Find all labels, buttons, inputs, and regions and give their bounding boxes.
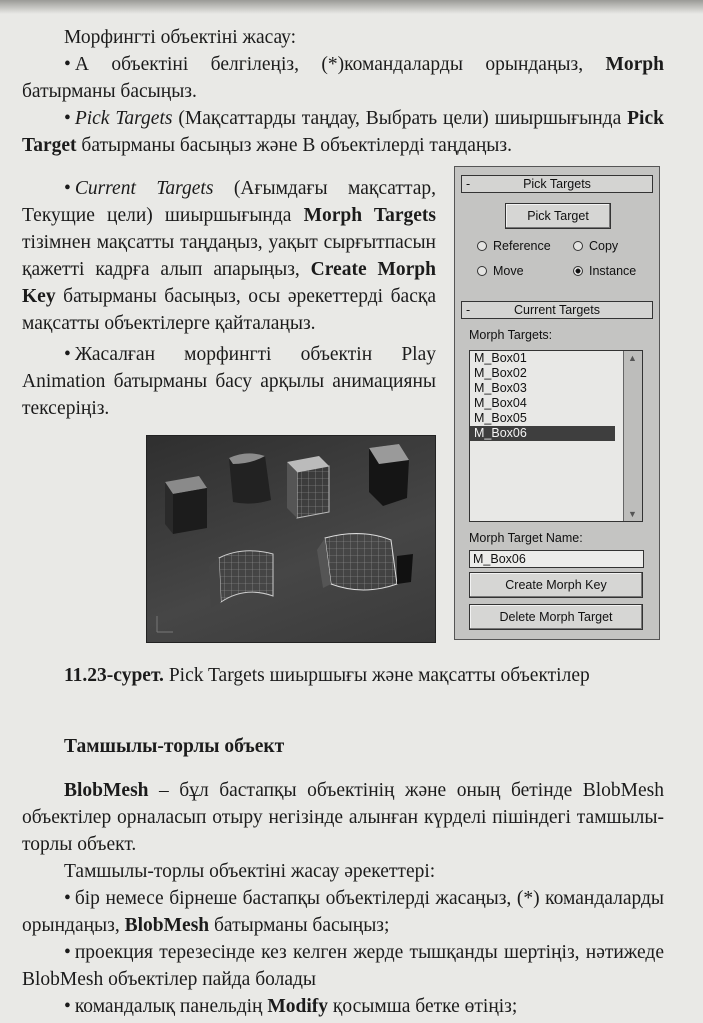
bullet-bold: Pick Target	[22, 108, 664, 156]
morph-target-list-item[interactable]: M_Box05	[474, 411, 527, 425]
step-3	[22, 993, 664, 1020]
step-text: командалық панельдің	[74, 996, 268, 1017]
list-scrollbar[interactable]	[623, 351, 642, 521]
morph-target-name-field[interactable]: M_Box06	[469, 550, 644, 568]
radio-copy[interactable]	[573, 239, 618, 253]
step-2	[22, 939, 664, 993]
morph-command-panel	[454, 166, 660, 640]
morph-target-name-label: Morph Target Name:	[469, 531, 583, 545]
blobmesh-definition	[22, 777, 664, 858]
bullet-text: батырманы басыңыз, осы әрекеттерді басқа мақсатты объектілерге қайталаңыз.	[22, 286, 436, 334]
radio-instance[interactable]	[573, 264, 636, 278]
target-box-5	[209, 551, 273, 608]
morph-target-list-item[interactable]: M_Box06	[470, 426, 615, 441]
bullet-text: батырманы басыңыз және B объектілерді таңдаңыз.	[76, 135, 512, 156]
bullet-icon: •	[64, 996, 71, 1017]
radio-move[interactable]	[477, 264, 524, 278]
blobmesh-text: – бұл бастапқы объектінің және оның бетінде BlobMesh объектілер орналасып отыру негізінде алынған күрделі пішіндегі тамшылы-торлы объект.	[22, 780, 664, 855]
morph-target-list-item[interactable]: M_Box03	[474, 381, 527, 395]
create-morph-key-button[interactable]: Create Morph Key	[469, 572, 643, 598]
rollout-pick-targets[interactable]	[461, 175, 653, 193]
radio-reference[interactable]	[477, 239, 551, 253]
page-edge-shadow	[0, 0, 703, 14]
figure-caption	[64, 662, 684, 689]
bullet-morph	[22, 51, 664, 105]
target-box-6	[317, 533, 413, 590]
morph-objects-illustration	[147, 436, 435, 642]
target-box-4	[369, 444, 409, 506]
delete-morph-target-button[interactable]: Delete Morph Target	[469, 604, 643, 630]
rollout-title: Current Targets	[514, 303, 600, 317]
scroll-down-icon[interactable]: ▼	[628, 509, 637, 519]
morph-target-list-item[interactable]: M_Box01	[474, 351, 527, 365]
bullet-text: тізімнен мақсатты таңдаңыз, уақыт сырғытпасын қажетті кадрға алып апарыңыз,	[22, 232, 436, 280]
target-box-2	[229, 453, 271, 503]
step-text: батырманы басыңыз;	[209, 915, 390, 936]
radio-label: Copy	[589, 239, 619, 253]
caption-text: Pick Targets шиыршығы және мақсатты объектілер	[163, 665, 590, 686]
radio-dot-selected-icon	[573, 266, 583, 276]
rollout-title: Pick Targets	[523, 177, 591, 191]
bullet-icon: •	[64, 54, 71, 75]
step-bold: BlobMesh	[124, 915, 210, 936]
intro-line: Морфингті объектіні жасау:	[64, 27, 297, 48]
morph-target-list-item[interactable]: M_Box02	[474, 366, 527, 380]
step-1	[22, 885, 664, 939]
bullet-italic: Pick Targets	[74, 108, 173, 129]
radio-dot-icon	[573, 241, 583, 251]
step-text: бір немесе бірнеше бастапқы объектілерді жасаңыз, (*) командаларды орындаңыз,	[22, 888, 664, 936]
bullet-icon: •	[64, 888, 71, 909]
morph-targets-label: Morph Targets:	[469, 328, 553, 342]
steps-intro: Тамшылы-торлы объектіні жасау әрекеттері:	[64, 861, 436, 882]
radio-label: Instance	[589, 264, 637, 278]
bullet-bold: Morph	[605, 54, 664, 75]
bullet-icon: •	[64, 942, 71, 963]
bullet-icon: •	[64, 108, 71, 129]
pick-target-button[interactable]: Pick Target	[505, 203, 611, 229]
bullet-bold: Create Morph Key	[22, 259, 436, 307]
bullet-icon: •	[64, 344, 71, 365]
axis-gizmo-icon	[157, 616, 173, 632]
step-text: қосымша бетке өтіңіз;	[328, 996, 518, 1017]
section-title-text: Тамшылы-торлы объект	[64, 736, 285, 757]
morph-target-list-item[interactable]: M_Box04	[474, 396, 527, 410]
rollout-current-targets[interactable]	[461, 301, 653, 319]
bullet-text: Жасалған морфингті объектін Play Animation батырманы басу арқылы анимацияны тексеріңіз.	[22, 344, 436, 419]
bullet-bold: Morph Targets	[303, 205, 436, 226]
bullet-text: (Ағымдағы мақсаттар, Текущие цели) шиыршығында	[22, 178, 436, 226]
target-box-3	[287, 456, 329, 518]
bullet-current-targets	[22, 175, 436, 337]
section-title	[64, 733, 664, 760]
radio-dot-icon	[477, 266, 487, 276]
collapse-icon: -	[466, 303, 471, 317]
collapse-icon: -	[466, 177, 471, 191]
bullet-italic: Current Targets	[74, 178, 214, 199]
morph-targets-list[interactable]	[469, 350, 643, 522]
bullet-play-animation	[22, 341, 436, 422]
morph-targets-items	[470, 351, 642, 441]
bullet-icon: •	[64, 178, 71, 199]
target-box-1	[165, 476, 207, 534]
scroll-up-icon[interactable]: ▲	[628, 353, 637, 363]
radio-label: Reference	[493, 239, 551, 253]
bullet-pick-targets	[22, 105, 664, 159]
radio-dot-icon	[477, 241, 487, 251]
step-bold: Modify	[267, 996, 329, 1017]
bullet-text: (Мақсаттарды таңдау, Выбрать цели) шиыршығында	[172, 108, 628, 129]
bullet-text: А объектіні белгілеңіз, (*)командаларды орындаңыз,	[74, 54, 606, 75]
viewport-morph-objects-image	[146, 435, 436, 643]
caption-number: 11.23-сурет.	[64, 665, 164, 686]
radio-label: Move	[493, 264, 524, 278]
blobmesh-term: BlobMesh	[64, 780, 149, 801]
step-text: проекция терезесінде кез келген жерде тышқанды шертіңіз, нәтижеде BlobMesh объектілер пайда болады	[22, 942, 664, 990]
bullet-text: батырманы басыңыз.	[22, 81, 197, 102]
